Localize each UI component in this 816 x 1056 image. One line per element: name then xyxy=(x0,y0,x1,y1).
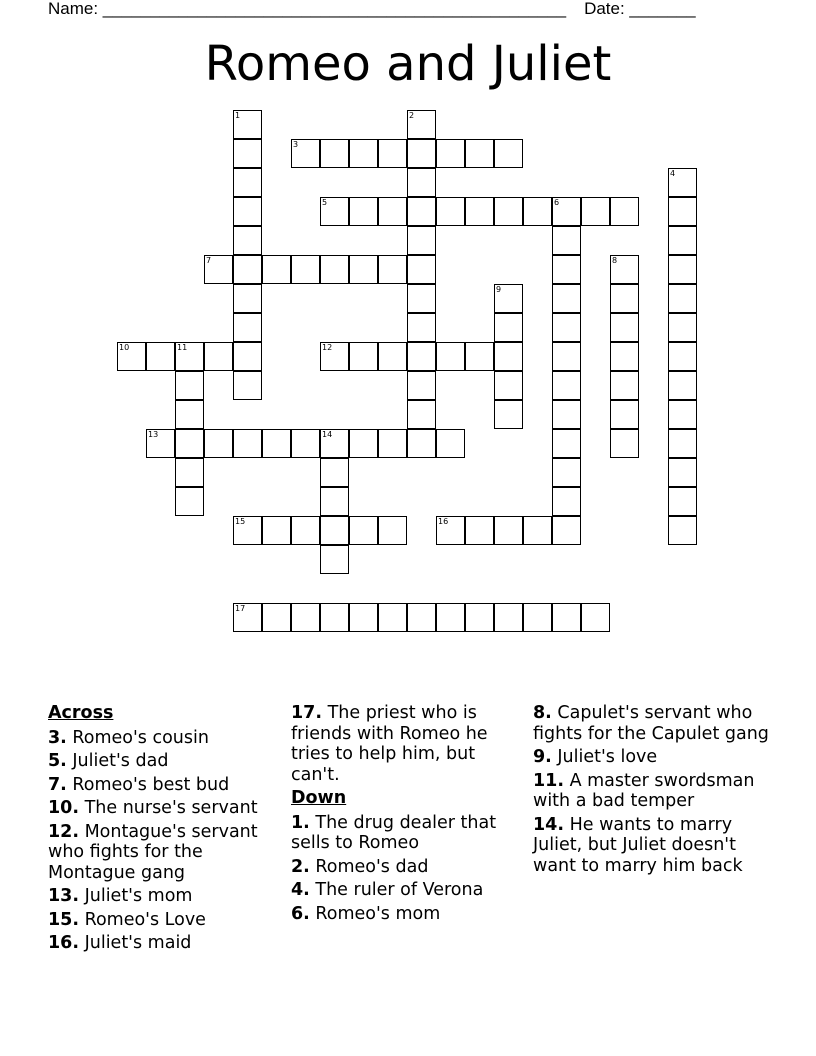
grid-cell[interactable] xyxy=(291,255,320,284)
grid-cell[interactable] xyxy=(436,516,465,545)
cell-number: 10 xyxy=(119,343,130,352)
grid-cell[interactable] xyxy=(610,400,639,429)
grid-cell[interactable] xyxy=(320,487,349,516)
clue-text: Romeo's dad xyxy=(309,856,429,877)
grid-cell[interactable] xyxy=(436,342,465,371)
clue-number: 15. xyxy=(48,909,80,930)
grid-cell[interactable] xyxy=(494,284,523,313)
clue-item xyxy=(48,933,280,954)
grid-cell[interactable] xyxy=(117,342,146,371)
grid-cell[interactable] xyxy=(407,255,436,284)
clues-column-3 xyxy=(533,703,778,879)
clue-item xyxy=(48,751,280,772)
grid-cell[interactable] xyxy=(320,342,349,371)
grid-cell[interactable] xyxy=(494,342,523,371)
clue-item xyxy=(48,728,280,749)
cell-number: 12 xyxy=(322,343,333,352)
grid-cell[interactable] xyxy=(523,516,552,545)
cell-number: 3 xyxy=(293,140,299,149)
grid-cell[interactable] xyxy=(668,342,697,371)
grid-cell[interactable] xyxy=(552,371,581,400)
grid-cell[interactable] xyxy=(320,545,349,574)
grid-cell[interactable] xyxy=(378,429,407,458)
grid-cell[interactable] xyxy=(349,429,378,458)
grid-cell[interactable] xyxy=(668,313,697,342)
grid-cell[interactable] xyxy=(668,371,697,400)
grid-cell[interactable] xyxy=(552,458,581,487)
grid-cell[interactable] xyxy=(407,139,436,168)
grid-cell[interactable] xyxy=(610,371,639,400)
grid-cell[interactable] xyxy=(175,429,204,458)
clue-item xyxy=(48,822,280,884)
grid-cell[interactable] xyxy=(494,313,523,342)
clue-text: The drug dealer that sells to Romeo xyxy=(291,812,497,853)
grid-cell[interactable] xyxy=(146,429,175,458)
clue-number: 12. xyxy=(48,821,80,842)
grid-cell[interactable] xyxy=(378,603,407,632)
clue-text: Romeo's best bud xyxy=(66,774,230,795)
clue-item xyxy=(48,798,280,819)
down-heading: Down xyxy=(291,788,347,808)
clue-item xyxy=(291,880,523,901)
clue-list-across-1 xyxy=(48,728,280,954)
cell-number: 2 xyxy=(409,111,415,120)
grid-cell[interactable] xyxy=(233,226,262,255)
clue-item xyxy=(48,910,280,931)
grid-cell[interactable] xyxy=(668,487,697,516)
grid-cell[interactable] xyxy=(610,255,639,284)
grid-cell[interactable] xyxy=(668,197,697,226)
cell-number: 9 xyxy=(496,285,502,294)
grid-cell[interactable] xyxy=(233,429,262,458)
cell-number: 13 xyxy=(148,430,159,439)
grid-cell[interactable] xyxy=(291,429,320,458)
clue-number: 10. xyxy=(48,798,80,818)
clue-item xyxy=(533,747,778,768)
grid-cell[interactable] xyxy=(465,139,494,168)
grid-cell[interactable] xyxy=(349,516,378,545)
clue-item xyxy=(291,904,523,925)
grid-cell[interactable] xyxy=(349,255,378,284)
grid-cell[interactable] xyxy=(204,342,233,371)
grid-cell[interactable] xyxy=(349,342,378,371)
clue-number: 13. xyxy=(48,886,80,906)
cell-number: 4 xyxy=(670,169,676,178)
grid-cell[interactable] xyxy=(494,400,523,429)
clue-number: 16. xyxy=(48,933,80,953)
grid-cell[interactable] xyxy=(291,139,320,168)
grid-cell[interactable] xyxy=(320,458,349,487)
grid-cell[interactable] xyxy=(320,516,349,545)
grid-cell[interactable] xyxy=(233,139,262,168)
grid-cell[interactable] xyxy=(233,342,262,371)
clue-text: Montague's servant who fights for the Montague gang xyxy=(48,821,258,883)
grid-cell[interactable] xyxy=(436,139,465,168)
clues-column-1 xyxy=(48,703,280,957)
grid-cell[interactable] xyxy=(291,516,320,545)
clue-number: 3. xyxy=(48,727,67,748)
grid-cell[interactable] xyxy=(494,139,523,168)
grid-cell[interactable] xyxy=(407,110,436,139)
grid-cell[interactable] xyxy=(465,603,494,632)
grid-cell[interactable] xyxy=(320,255,349,284)
clue-number: 1. xyxy=(291,812,310,833)
clue-text: Romeo's mom xyxy=(309,903,441,924)
grid-cell[interactable] xyxy=(291,603,320,632)
grid-cell[interactable] xyxy=(610,197,639,226)
grid-cell[interactable] xyxy=(233,255,262,284)
grid-cell[interactable] xyxy=(233,371,262,400)
grid-cell[interactable] xyxy=(581,603,610,632)
across-heading: Across xyxy=(48,703,114,723)
clue-text: A master swordsman with a bad temper xyxy=(533,770,755,811)
grid-cell[interactable] xyxy=(262,516,291,545)
grid-cell[interactable] xyxy=(407,197,436,226)
grid-cell[interactable] xyxy=(175,458,204,487)
clue-item xyxy=(48,886,280,907)
grid-cell[interactable] xyxy=(262,603,291,632)
clue-number: 2. xyxy=(291,856,310,877)
cell-number: 14 xyxy=(322,430,333,439)
grid-cell[interactable] xyxy=(204,429,233,458)
clue-number: 9. xyxy=(533,747,552,767)
cell-number: 7 xyxy=(206,256,212,265)
cell-number: 8 xyxy=(612,256,618,265)
clue-number: 11. xyxy=(533,770,565,791)
grid-cell[interactable] xyxy=(552,197,581,226)
clue-number: 4. xyxy=(291,880,310,900)
grid-cell[interactable] xyxy=(552,400,581,429)
cell-number: 11 xyxy=(177,343,188,352)
grid-cell[interactable] xyxy=(523,603,552,632)
grid-cell[interactable] xyxy=(552,255,581,284)
grid-cell[interactable] xyxy=(668,516,697,545)
grid-cell[interactable] xyxy=(494,371,523,400)
clue-item xyxy=(291,813,523,854)
page-title: Romeo and Juliet xyxy=(204,36,612,92)
clue-text: Romeo's cousin xyxy=(66,727,209,748)
grid-cell[interactable] xyxy=(378,255,407,284)
grid-cell[interactable] xyxy=(175,400,204,429)
grid-cell[interactable] xyxy=(552,487,581,516)
grid-cell[interactable] xyxy=(552,516,581,545)
clue-item xyxy=(533,771,778,812)
clue-number: 7. xyxy=(48,774,67,795)
grid-cell[interactable] xyxy=(552,313,581,342)
grid-cell[interactable] xyxy=(465,197,494,226)
clue-item xyxy=(291,857,523,878)
clue-number: 14. xyxy=(533,814,565,835)
cell-number: 17 xyxy=(235,604,246,613)
grid-cell[interactable] xyxy=(610,429,639,458)
clue-list-across-2 xyxy=(291,703,523,785)
clues-column-2 xyxy=(291,703,523,927)
grid-cell[interactable] xyxy=(262,255,291,284)
grid-cell[interactable] xyxy=(581,197,610,226)
name-field[interactable]: Name: _________________________________________________ xyxy=(48,0,567,18)
grid-cell[interactable] xyxy=(552,284,581,313)
grid-cell[interactable] xyxy=(378,139,407,168)
grid-cell[interactable] xyxy=(610,342,639,371)
grid-cell[interactable] xyxy=(407,168,436,197)
clue-item xyxy=(291,703,523,785)
grid-cell[interactable] xyxy=(668,255,697,284)
cell-number: 1 xyxy=(235,111,241,120)
grid-cell[interactable] xyxy=(407,400,436,429)
grid-cell[interactable] xyxy=(668,400,697,429)
grid-cell[interactable] xyxy=(378,197,407,226)
clue-item xyxy=(533,703,778,744)
clue-list-down-2 xyxy=(533,703,778,876)
grid-cell[interactable] xyxy=(175,342,204,371)
grid-cell[interactable] xyxy=(407,284,436,313)
grid-cell[interactable] xyxy=(436,429,465,458)
clue-text: He wants to marry Juliet, but Juliet doesn't want to marry him back xyxy=(533,814,743,876)
cell-number: 5 xyxy=(322,198,328,207)
grid-cell[interactable] xyxy=(610,284,639,313)
grid-cell[interactable] xyxy=(523,197,552,226)
grid-cell[interactable] xyxy=(320,197,349,226)
clue-text: Juliet's love xyxy=(551,747,658,767)
grid-cell[interactable] xyxy=(378,516,407,545)
grid-cell[interactable] xyxy=(349,603,378,632)
grid-cell[interactable] xyxy=(494,603,523,632)
grid-cell[interactable] xyxy=(668,284,697,313)
grid-cell[interactable] xyxy=(436,197,465,226)
clue-list-down-1 xyxy=(291,813,523,925)
grid-cell[interactable] xyxy=(320,603,349,632)
grid-cell[interactable] xyxy=(146,342,175,371)
grid-cell[interactable] xyxy=(233,168,262,197)
grid-cell[interactable] xyxy=(552,226,581,255)
grid-cell[interactable] xyxy=(407,342,436,371)
grid-cell[interactable] xyxy=(233,516,262,545)
clue-text: The priest who is friends with Romeo he tries to help him, but can't. xyxy=(291,703,488,785)
clue-text: The nurse's servant xyxy=(79,798,258,818)
grid-cell[interactable] xyxy=(349,139,378,168)
clue-number: 6. xyxy=(291,903,310,924)
grid-cell[interactable] xyxy=(233,313,262,342)
date-field[interactable]: Date: _______ xyxy=(584,0,696,18)
grid-cell[interactable] xyxy=(668,226,697,255)
grid-cell[interactable] xyxy=(233,284,262,313)
grid-cell[interactable] xyxy=(175,371,204,400)
grid-cell[interactable] xyxy=(436,603,465,632)
grid-cell[interactable] xyxy=(494,197,523,226)
grid-cell[interactable] xyxy=(668,458,697,487)
clue-text: Juliet's maid xyxy=(79,933,192,953)
grid-cell[interactable] xyxy=(407,371,436,400)
cell-number: 15 xyxy=(235,517,246,526)
grid-cell[interactable] xyxy=(494,516,523,545)
grid-cell[interactable] xyxy=(378,342,407,371)
grid-cell[interactable] xyxy=(320,139,349,168)
grid-cell[interactable] xyxy=(610,313,639,342)
grid-cell[interactable] xyxy=(407,313,436,342)
clue-number: 17. xyxy=(291,703,323,723)
grid-cell[interactable] xyxy=(262,429,291,458)
grid-cell[interactable] xyxy=(465,342,494,371)
grid-cell[interactable] xyxy=(204,255,233,284)
clue-text: Juliet's dad xyxy=(66,751,169,771)
clue-text: Juliet's mom xyxy=(79,886,193,906)
grid-cell[interactable] xyxy=(233,603,262,632)
grid-cell[interactable] xyxy=(668,429,697,458)
grid-cell[interactable] xyxy=(320,429,349,458)
grid-cell[interactable] xyxy=(552,342,581,371)
grid-cell[interactable] xyxy=(407,226,436,255)
clue-item xyxy=(48,775,280,796)
grid-cell[interactable] xyxy=(233,110,262,139)
grid-cell[interactable] xyxy=(407,429,436,458)
clue-number: 8. xyxy=(533,703,552,723)
grid-cell[interactable] xyxy=(349,197,378,226)
clue-number: 5. xyxy=(48,751,67,771)
clue-text: The ruler of Verona xyxy=(309,880,484,900)
cell-number: 6 xyxy=(554,198,560,207)
clue-text: Romeo's Love xyxy=(79,909,206,930)
cell-number: 16 xyxy=(438,517,449,526)
grid-cell[interactable] xyxy=(668,168,697,197)
grid-cell[interactable] xyxy=(465,516,494,545)
grid-cell[interactable] xyxy=(233,197,262,226)
clue-text: Capulet's servant who fights for the Capulet gang xyxy=(533,703,769,744)
clue-item xyxy=(533,815,778,877)
grid-cell[interactable] xyxy=(407,603,436,632)
grid-cell[interactable] xyxy=(552,603,581,632)
grid-cell[interactable] xyxy=(552,429,581,458)
grid-cell[interactable] xyxy=(175,487,204,516)
